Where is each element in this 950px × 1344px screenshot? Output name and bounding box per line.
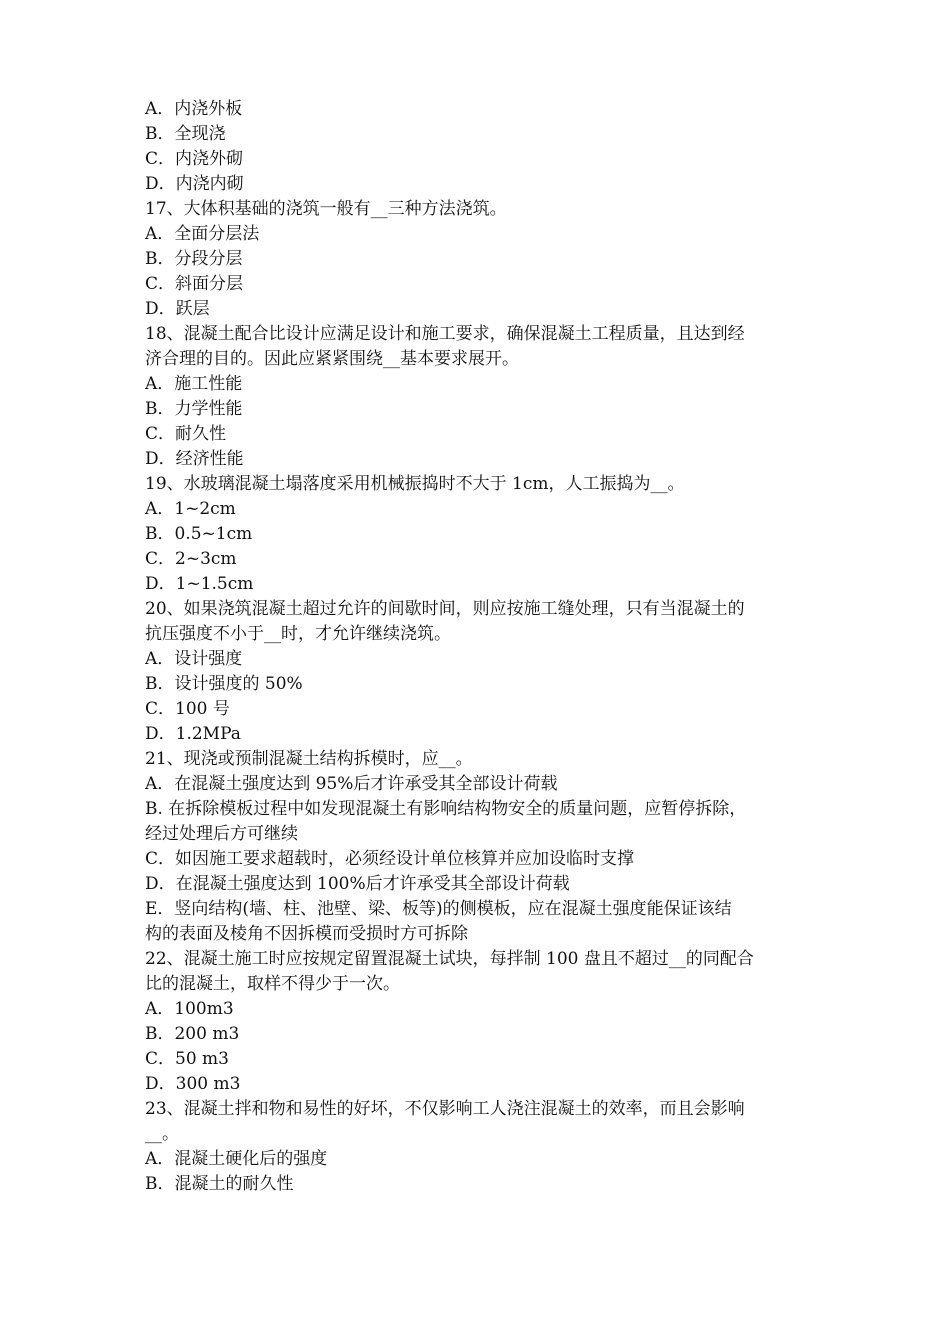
question-17 [145, 197, 810, 322]
option-line: C．2~3cm [145, 549, 237, 569]
option-line: A．内浇外板 [145, 99, 243, 119]
option-line: E．竖向结构(墙、柱、池壁、梁、板等)的侧模板，应在混凝土强度能保证该结 [145, 899, 732, 919]
option-line: B．混凝土的耐久性 [145, 1174, 294, 1194]
option-line: C．耐久性 [145, 424, 227, 444]
question-text: 济合理的目的。因此应紧紧围绕__基本要求展开。 [145, 349, 519, 369]
question-21 [145, 747, 810, 947]
option-line: C．如因施工要求超载时，必须经设计单位核算并应加设临时支撑 [145, 849, 635, 869]
option-line: C．100 号 [145, 699, 230, 719]
option-line: C．50 m3 [145, 1049, 229, 1069]
option-line: D．1.2MPa [145, 724, 241, 744]
option-line: D．跃层 [145, 299, 210, 319]
option-line: C．斜面分层 [145, 274, 244, 294]
option-line: B．200 m3 [145, 1024, 240, 1044]
question-text: 22、混凝土施工时应按规定留置混凝土试块，每拌制 100 盘且不超过__的同配合 [145, 949, 754, 969]
option-line: 经过处理后方可继续 [145, 824, 298, 844]
option-line: 构的表面及棱角不因拆模而受损时方可拆除 [145, 924, 468, 944]
question-20 [145, 597, 810, 747]
option-line: B. 在拆除模板过程中如发现混凝土有影响结构物安全的质量问题，应暂停拆除， [145, 799, 747, 819]
option-line: A．全面分层法 [145, 224, 260, 244]
option-line: D．1~1.5cm [145, 574, 254, 594]
question-19 [145, 472, 810, 597]
option-line: A．施工性能 [145, 374, 243, 394]
option-line: D．内浇内砌 [145, 174, 244, 194]
question-22 [145, 947, 810, 1097]
question-18 [145, 322, 810, 472]
question-text: 17、大体积基础的浇筑一般有__三种方法浇筑。 [145, 199, 507, 219]
document-page [145, 97, 810, 1197]
question-text: 21、现浇或预制混凝土结构拆模时，应__。 [145, 749, 473, 769]
question-text: 19、水玻璃混凝土塌落度采用机械振捣时不大于 1cm，人工振捣为__。 [145, 474, 685, 494]
option-line: A．设计强度 [145, 649, 243, 669]
option-line: B．设计强度的 50% [145, 674, 303, 694]
question-text: 23、混凝土拌和物和易性的好坏，不仅影响工人浇注混凝土的效率，而且会影响 [145, 1099, 745, 1119]
option-line: B．分段分层 [145, 249, 243, 269]
question-23 [145, 1097, 810, 1197]
option-line: D．在混凝土强度达到 100%后才许承受其全部设计荷载 [145, 874, 570, 894]
leading-options [145, 97, 810, 197]
option-line: D．300 m3 [145, 1074, 241, 1094]
option-line: B．力学性能 [145, 399, 243, 419]
option-line: D．经济性能 [145, 449, 244, 469]
option-line: C．内浇外砌 [145, 149, 244, 169]
question-text: 20、如果浇筑混凝土超过允许的间歇时间，则应按施工缝处理，只有当混凝土的 [145, 599, 745, 619]
question-text: 18、混凝土配合比设计应满足设计和施工要求，确保混凝土工程质量，且达到经 [145, 324, 745, 344]
option-line: A．100m3 [145, 999, 234, 1019]
option-line: B．0.5~1cm [145, 524, 253, 544]
question-text: 抗压强度不小于__时，才允许继续浇筑。 [145, 624, 451, 644]
option-line: A．混凝土硬化后的强度 [145, 1149, 328, 1169]
option-line: A．1~2cm [145, 499, 236, 519]
question-text: __。 [145, 1124, 179, 1144]
option-line: A．在混凝土强度达到 95%后才许承受其全部设计荷载 [145, 774, 558, 794]
question-text: 比的混凝土，取样不得少于一次。 [145, 974, 400, 994]
option-line: B．全现浇 [145, 124, 226, 144]
